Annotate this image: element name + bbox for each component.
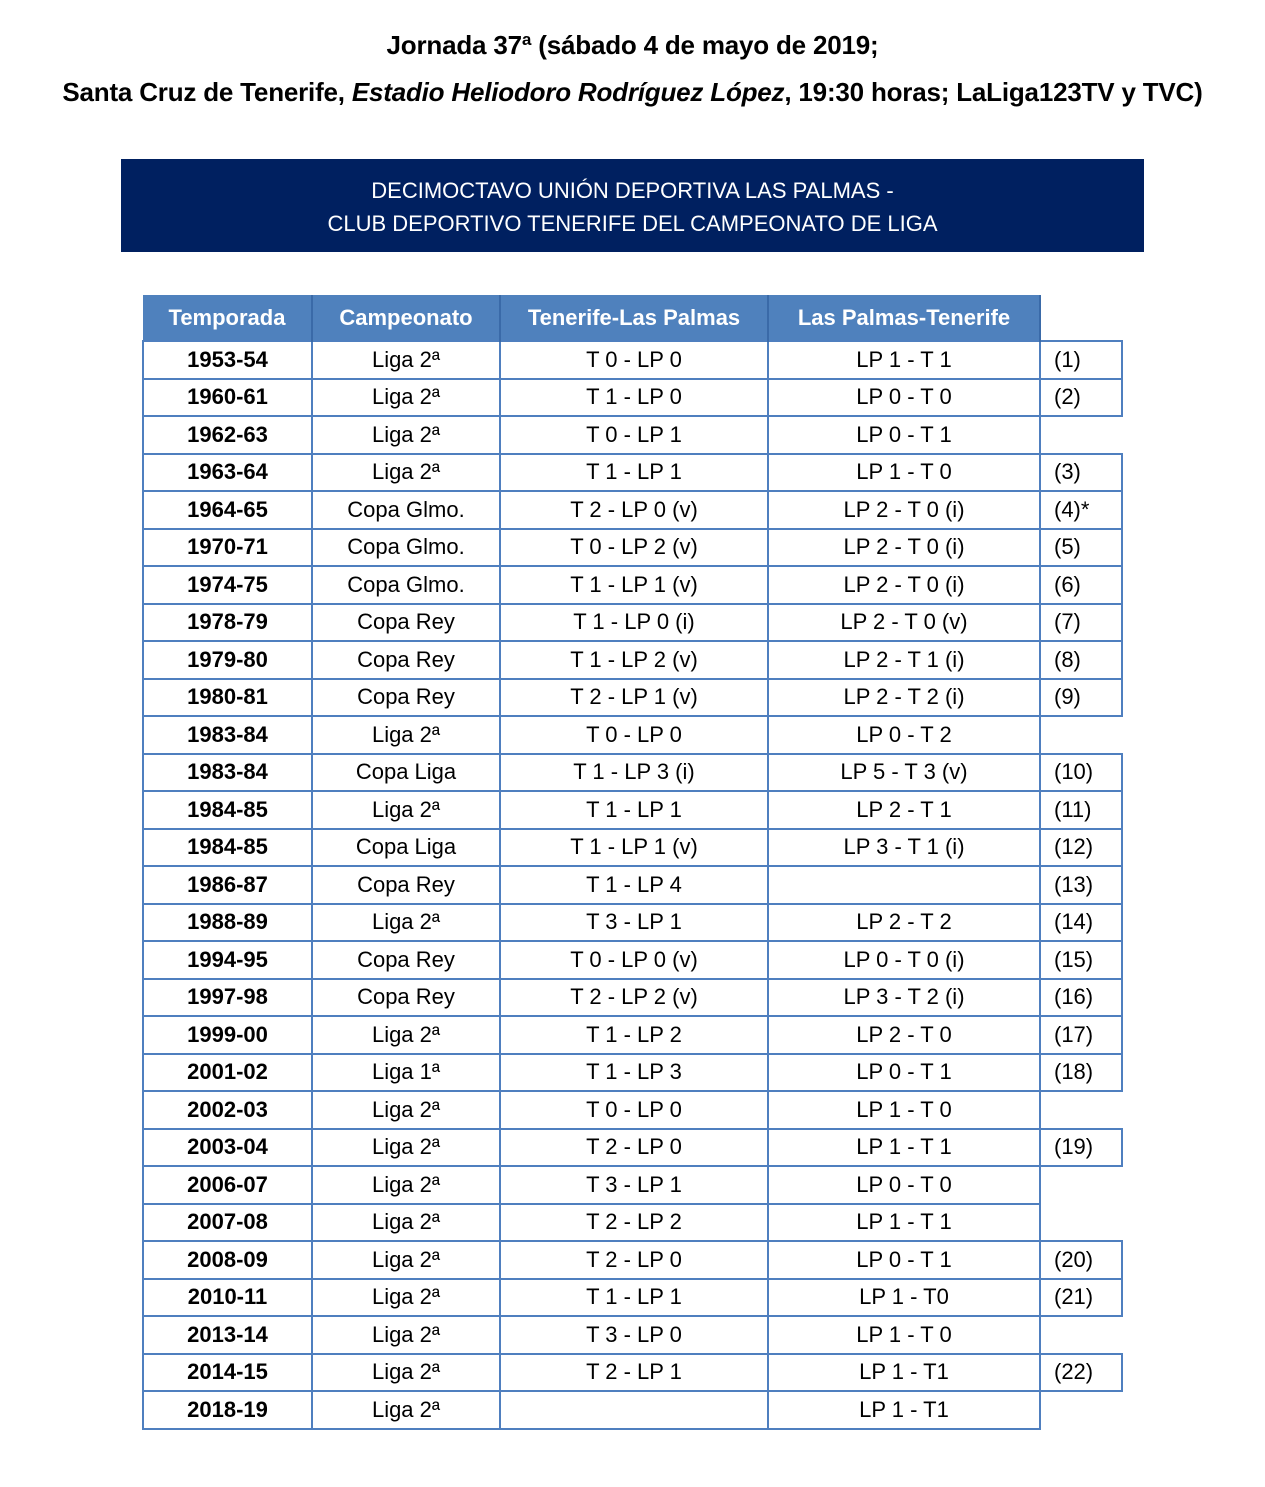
competition-cell: Liga 2ª [312, 716, 500, 754]
season-cell: 1986-87 [143, 866, 312, 904]
tenerife-home-result-cell: T 2 - LP 0 [500, 1241, 768, 1279]
note-cell: (1) [1040, 341, 1122, 379]
competition-cell: Copa Rey [312, 866, 500, 904]
tenerife-home-result-cell: T 0 - LP 0 (v) [500, 941, 768, 979]
competition-cell: Liga 2ª [312, 904, 500, 942]
tenerife-home-result-cell: T 2 - LP 2 (v) [500, 979, 768, 1017]
table-row [143, 341, 1122, 379]
time-broadcast-text: , 19:30 horas; LaLiga123TV y TVC) [784, 77, 1203, 107]
table-row [143, 979, 1122, 1017]
table-row [143, 1241, 1122, 1279]
las-palmas-home-result-cell: LP 2 - T 0 (i) [768, 529, 1040, 567]
las-palmas-home-result-cell: LP 2 - T 2 [768, 904, 1040, 942]
las-palmas-home-result-cell: LP 1 - T1 [768, 1354, 1040, 1392]
competition-cell: Copa Liga [312, 829, 500, 867]
competition-cell: Copa Glmo. [312, 529, 500, 567]
table-row [143, 641, 1122, 679]
tenerife-home-result-cell: T 1 - LP 3 (i) [500, 754, 768, 792]
note-cell: (3) [1040, 454, 1122, 492]
tenerife-home-result-cell: T 2 - LP 1 [500, 1354, 768, 1392]
competition-cell: Liga 2ª [312, 416, 500, 454]
las-palmas-home-result-cell: LP 2 - T 1 (i) [768, 641, 1040, 679]
tenerife-home-result-cell: T 3 - LP 1 [500, 904, 768, 942]
tenerife-home-result-cell: T 0 - LP 0 [500, 1091, 768, 1129]
season-cell: 1983-84 [143, 716, 312, 754]
las-palmas-home-result-cell [768, 866, 1040, 904]
table-row [143, 491, 1122, 529]
table-row [143, 1016, 1122, 1054]
table-body [143, 341, 1122, 1429]
note-cell: (10) [1040, 754, 1122, 792]
las-palmas-home-result-cell: LP 1 - T1 [768, 1391, 1040, 1429]
note-cell: (7) [1040, 604, 1122, 642]
season-cell: 1964-65 [143, 491, 312, 529]
season-cell: 1997-98 [143, 979, 312, 1017]
competition-cell: Liga 2ª [312, 1016, 500, 1054]
competition-cell: Liga 2ª [312, 1354, 500, 1392]
note-cell: (6) [1040, 566, 1122, 604]
competition-cell: Liga 2ª [312, 1166, 500, 1204]
table-row [143, 604, 1122, 642]
tenerife-home-result-cell: T 0 - LP 2 (v) [500, 529, 768, 567]
table-row [143, 379, 1122, 417]
las-palmas-home-result-cell: LP 2 - T 2 (i) [768, 679, 1040, 717]
season-cell: 1978-79 [143, 604, 312, 642]
las-palmas-home-result-cell: LP 2 - T 0 (v) [768, 604, 1040, 642]
tenerife-home-result-cell: T 0 - LP 1 [500, 416, 768, 454]
table-row [143, 1391, 1122, 1429]
las-palmas-home-result-cell: LP 1 - T 0 [768, 1091, 1040, 1129]
note-cell: (15) [1040, 941, 1122, 979]
table-header-row [143, 295, 1122, 341]
competition-cell: Liga 2ª [312, 1129, 500, 1167]
note-cell: (22) [1040, 1354, 1122, 1392]
section-banner [121, 159, 1144, 252]
note-cell: (18) [1040, 1054, 1122, 1092]
season-cell: 1974-75 [143, 566, 312, 604]
note-cell: (4)* [1040, 491, 1122, 529]
competition-cell: Copa Glmo. [312, 566, 500, 604]
tenerife-home-result-cell: T 2 - LP 1 (v) [500, 679, 768, 717]
tenerife-home-result-cell: T 0 - LP 0 [500, 716, 768, 754]
page-title-line-2 [0, 77, 1265, 108]
tenerife-home-result-cell: T 1 - LP 1 [500, 454, 768, 492]
season-cell: 1962-63 [143, 416, 312, 454]
las-palmas-home-result-cell: LP 1 - T 1 [768, 1129, 1040, 1167]
table-row [143, 1316, 1122, 1354]
table-row [143, 754, 1122, 792]
season-cell: 2014-15 [143, 1354, 312, 1392]
las-palmas-home-result-cell: LP 5 - T 3 (v) [768, 754, 1040, 792]
las-palmas-home-result-cell: LP 0 - T 0 [768, 379, 1040, 417]
competition-cell: Liga 2ª [312, 1241, 500, 1279]
tenerife-home-result-cell: T 3 - LP 1 [500, 1166, 768, 1204]
note-cell: (14) [1040, 904, 1122, 942]
note-cell: (12) [1040, 829, 1122, 867]
note-cell [1040, 1204, 1122, 1242]
competition-cell: Copa Rey [312, 979, 500, 1017]
note-cell: (13) [1040, 866, 1122, 904]
las-palmas-home-result-cell: LP 1 - T0 [768, 1279, 1040, 1317]
table-row [143, 1354, 1122, 1392]
season-cell: 2002-03 [143, 1091, 312, 1129]
las-palmas-home-result-cell: LP 1 - T 0 [768, 1316, 1040, 1354]
tenerife-home-result-cell: T 1 - LP 2 [500, 1016, 768, 1054]
note-cell [1040, 1391, 1122, 1429]
season-cell: 1994-95 [143, 941, 312, 979]
competition-cell: Liga 2ª [312, 1391, 500, 1429]
note-cell [1040, 1316, 1122, 1354]
las-palmas-home-result-cell: LP 2 - T 1 [768, 791, 1040, 829]
season-cell: 1979-80 [143, 641, 312, 679]
table-row [143, 679, 1122, 717]
tenerife-home-result-cell: T 1 - LP 1 (v) [500, 566, 768, 604]
season-cell: 1984-85 [143, 829, 312, 867]
note-cell: (20) [1040, 1241, 1122, 1279]
tenerife-home-result-cell: T 1 - LP 2 (v) [500, 641, 768, 679]
season-cell: 2010-11 [143, 1279, 312, 1317]
season-cell: 2001-02 [143, 1054, 312, 1092]
note-cell: (17) [1040, 1016, 1122, 1054]
table-row [143, 829, 1122, 867]
las-palmas-home-result-cell: LP 3 - T 2 (i) [768, 979, 1040, 1017]
table-row [143, 866, 1122, 904]
las-palmas-home-result-cell: LP 3 - T 1 (i) [768, 829, 1040, 867]
competition-cell: Liga 2ª [312, 1279, 500, 1317]
season-cell: 2013-14 [143, 1316, 312, 1354]
season-cell: 1984-85 [143, 791, 312, 829]
tenerife-home-result-cell: T 1 - LP 1 [500, 1279, 768, 1317]
season-cell: 2003-04 [143, 1129, 312, 1167]
tenerife-home-result-cell: T 2 - LP 0 [500, 1129, 768, 1167]
table-row [143, 1091, 1122, 1129]
competition-cell: Liga 2ª [312, 379, 500, 417]
las-palmas-home-result-cell: LP 0 - T 1 [768, 1241, 1040, 1279]
table-row [143, 716, 1122, 754]
table-row [143, 454, 1122, 492]
note-cell [1040, 416, 1122, 454]
table-row [143, 529, 1122, 567]
tenerife-home-result-cell: T 1 - LP 0 (i) [500, 604, 768, 642]
note-cell: (16) [1040, 979, 1122, 1017]
las-palmas-home-result-cell: LP 0 - T 2 [768, 716, 1040, 754]
table-row [143, 1279, 1122, 1317]
las-palmas-home-result-cell: LP 0 - T 1 [768, 1054, 1040, 1092]
season-cell: 1953-54 [143, 341, 312, 379]
table-row [143, 941, 1122, 979]
banner-line-1: DECIMOCTAVO UNIÓN DEPORTIVA LAS PALMAS - [371, 178, 894, 203]
tenerife-home-result-cell: T 1 - LP 0 [500, 379, 768, 417]
season-cell: 1983-84 [143, 754, 312, 792]
column-header-notes [1040, 295, 1122, 341]
table-row [143, 416, 1122, 454]
banner-line-2: CLUB DEPORTIVO TENERIFE DEL CAMPEONATO DE LIGA [327, 211, 938, 236]
column-header-tenerife-home: Tenerife-Las Palmas [500, 295, 768, 341]
table-row [143, 904, 1122, 942]
las-palmas-home-result-cell: LP 1 - T 1 [768, 341, 1040, 379]
note-cell: (21) [1040, 1279, 1122, 1317]
las-palmas-home-result-cell: LP 2 - T 0 (i) [768, 566, 1040, 604]
competition-cell: Liga 1ª [312, 1054, 500, 1092]
competition-cell: Liga 2ª [312, 454, 500, 492]
tenerife-home-result-cell [500, 1391, 768, 1429]
competition-cell: Copa Rey [312, 941, 500, 979]
season-cell: 1963-64 [143, 454, 312, 492]
season-cell: 2006-07 [143, 1166, 312, 1204]
competition-cell: Copa Rey [312, 679, 500, 717]
tenerife-home-result-cell: T 0 - LP 0 [500, 341, 768, 379]
column-header-competition: Campeonato [312, 295, 500, 341]
las-palmas-home-result-cell: LP 1 - T 0 [768, 454, 1040, 492]
note-cell [1040, 716, 1122, 754]
competition-cell: Liga 2ª [312, 1091, 500, 1129]
tenerife-home-result-cell: T 3 - LP 0 [500, 1316, 768, 1354]
tenerife-home-result-cell: T 1 - LP 1 (v) [500, 829, 768, 867]
note-cell [1040, 1166, 1122, 1204]
column-header-las-palmas-home: Las Palmas-Tenerife [768, 295, 1040, 341]
note-cell: (8) [1040, 641, 1122, 679]
note-cell: (11) [1040, 791, 1122, 829]
note-cell: (19) [1040, 1129, 1122, 1167]
city-text: Santa Cruz de Tenerife, [62, 77, 352, 107]
las-palmas-home-result-cell: LP 1 - T 1 [768, 1204, 1040, 1242]
season-cell: 1988-89 [143, 904, 312, 942]
table-row [143, 1204, 1122, 1242]
las-palmas-home-result-cell: LP 0 - T 0 (i) [768, 941, 1040, 979]
tenerife-home-result-cell: T 2 - LP 2 [500, 1204, 768, 1242]
tenerife-home-result-cell: T 1 - LP 3 [500, 1054, 768, 1092]
competition-cell: Liga 2ª [312, 1316, 500, 1354]
season-cell: 2007-08 [143, 1204, 312, 1242]
page-title-line-1: Jornada 37ª (sábado 4 de mayo de 2019; [386, 30, 879, 60]
season-cell: 1970-71 [143, 529, 312, 567]
tenerife-home-result-cell: T 2 - LP 0 (v) [500, 491, 768, 529]
results-table [142, 295, 1123, 1430]
las-palmas-home-result-cell: LP 0 - T 0 [768, 1166, 1040, 1204]
table-row [143, 1129, 1122, 1167]
table-row [143, 1054, 1122, 1092]
column-header-season: Temporada [143, 295, 312, 341]
competition-cell: Liga 2ª [312, 341, 500, 379]
table-row [143, 1166, 1122, 1204]
season-cell: 1960-61 [143, 379, 312, 417]
season-cell: 1999-00 [143, 1016, 312, 1054]
note-cell [1040, 1091, 1122, 1129]
tenerife-home-result-cell: T 1 - LP 4 [500, 866, 768, 904]
las-palmas-home-result-cell: LP 2 - T 0 (i) [768, 491, 1040, 529]
note-cell: (9) [1040, 679, 1122, 717]
competition-cell: Copa Rey [312, 641, 500, 679]
tenerife-home-result-cell: T 1 - LP 1 [500, 791, 768, 829]
table-row [143, 566, 1122, 604]
competition-cell: Liga 2ª [312, 1204, 500, 1242]
table-row [143, 791, 1122, 829]
competition-cell: Copa Rey [312, 604, 500, 642]
season-cell: 2018-19 [143, 1391, 312, 1429]
season-cell: 2008-09 [143, 1241, 312, 1279]
note-cell: (5) [1040, 529, 1122, 567]
competition-cell: Copa Liga [312, 754, 500, 792]
las-palmas-home-result-cell: LP 2 - T 0 [768, 1016, 1040, 1054]
competition-cell: Copa Glmo. [312, 491, 500, 529]
note-cell: (2) [1040, 379, 1122, 417]
venue-text: Estadio Heliodoro Rodríguez López [351, 77, 785, 107]
season-cell: 1980-81 [143, 679, 312, 717]
las-palmas-home-result-cell: LP 0 - T 1 [768, 416, 1040, 454]
competition-cell: Liga 2ª [312, 791, 500, 829]
